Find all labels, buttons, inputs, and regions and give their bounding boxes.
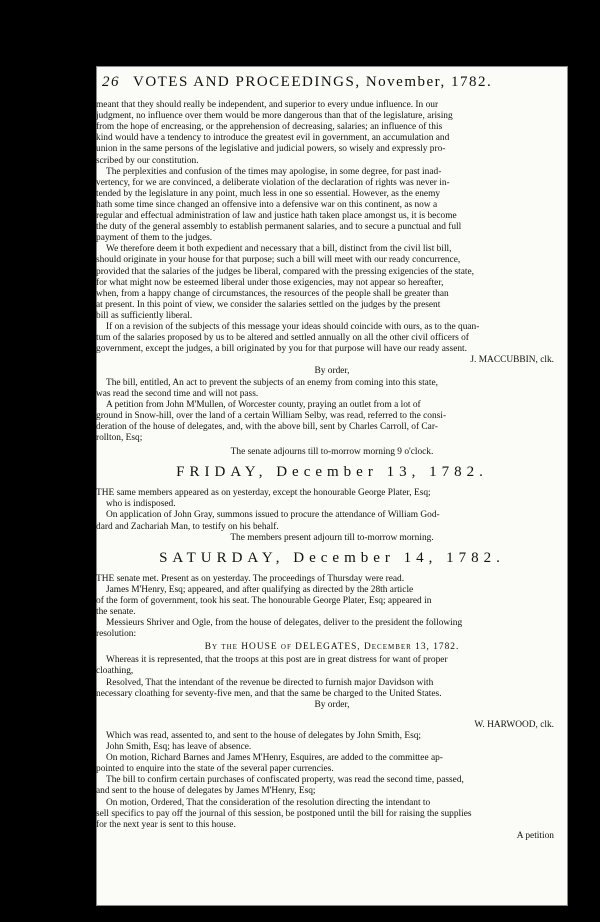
- paragraph-line: sell specifics to pay off the journal of this session, be postponed until the bill for raising the supplies: [96, 808, 472, 819]
- paragraph-line: The bill, entitled, An act to prevent the subjects of an enemy from coming into this state,: [106, 377, 438, 388]
- paragraph-line: Messieurs Shriver and Ogle, from the house of delegates, deliver to the president the following: [106, 618, 463, 629]
- paragraph-line: THE same members appeared as on yesterday, except the honourable George Plater, Esq;: [96, 488, 431, 499]
- paragraph-line: vertency, for we are convinced, a deliberate violation of the declaration of rights was never in-: [96, 177, 450, 188]
- by-order-line: By order,: [314, 366, 350, 377]
- paragraph-line: who is indisposed.: [106, 499, 176, 510]
- paragraph-line: provided that the salaries of the judges be liberal, compared with the pressing exigencies of the state,: [96, 266, 475, 277]
- paragraph-line: ground in Snow-hill, over the land of a certain William Selby, was read, referred to the consi-: [96, 410, 447, 421]
- paragraph-line: On application of John Gray, summons issued to procure the attendance of William God-: [106, 510, 440, 521]
- paragraph-line: should originate in your house for that purpose; such a bill will meet with our ready concurrence,: [96, 255, 461, 266]
- paragraph-line: resolution:: [96, 629, 137, 640]
- paragraph-line: The perplexities and confusion of the times may apologise, in some degree, for past inad-: [106, 166, 442, 177]
- page-number: 26: [102, 74, 120, 90]
- paragraph-line: judgment, no influence over them would be more dangerous than that of the legislature, arising: [96, 111, 453, 122]
- paragraph-line: tended by the legislature in any point, much less in one so essential. However, as the enemy: [96, 188, 441, 199]
- running-title: VOTES AND PROCEEDINGS, November, 1782.: [132, 74, 493, 90]
- catchword: A petition: [516, 830, 554, 841]
- paragraph-line: We therefore deem it both expedient and necessary that a bill, distinct from the civil list bill,: [106, 244, 452, 255]
- resolution-line: Whereas it is represented, that the troops at this post are in great distress for want of proper: [106, 655, 448, 666]
- page-header: [102, 74, 560, 96]
- signature-line: W. HARWOOD, clk.: [474, 719, 554, 730]
- by-order-line: By order,: [314, 699, 350, 710]
- paragraph-line: government, except the judges, a bill originated by you for that purpose will have our ready assent.: [96, 344, 467, 355]
- paragraph-line: scribed by our constitution.: [96, 155, 199, 166]
- paragraph-line: On motion, Ordered, That the consideration of the resolution directing the intendant to: [106, 797, 431, 808]
- paragraph-line: regular and effectual administration of law and justice hath taken place amongst us, it is become: [96, 211, 457, 221]
- paragraph-line: deration of the house of delegates, and, with the above bill, sent by Charles Carroll, of Car-: [96, 421, 438, 432]
- paragraph-line: for the next year is sent to this house.: [96, 819, 236, 830]
- document-page: [96, 66, 568, 906]
- paragraph-line: from the hope of encreasing, or the apprehension of decreasing, salaries; an influence of this: [96, 122, 443, 133]
- paragraph-line: pointed to enquire into the state of the several paper currencies.: [96, 764, 334, 775]
- resolution-line: necessary cloathing for seventy-five men, and that the same be charged to the United States.: [96, 688, 442, 699]
- paragraph-line: kind would have a tendency to introduce the greatest evil in government, an accumulation and: [96, 133, 450, 144]
- paragraph-line: On motion, Richard Barnes and James M'Henry, Esquires, are added to the committee ap-: [106, 753, 443, 764]
- house-of-delegates-heading: By the HOUSE of DELEGATES, December 13, 1782.: [204, 642, 460, 653]
- paragraph-line: dard and Zachariah Man, to testify on his behalf.: [96, 521, 279, 532]
- saturday-heading: SATURDAY, December 14, 1782.: [159, 549, 505, 566]
- paragraph-line: the duty of the general assembly to establish permanent salaries, and to secure a punctual and full: [96, 222, 462, 233]
- paragraph-line: The bill to confirm certain purchases of confiscated property, was read the second time, passed,: [106, 775, 464, 786]
- paragraph-line: when, from a happy change of circumstances, the resources of the people shall be greater than: [96, 288, 449, 299]
- paragraph-line: of the form of government, took his seat. The honourable George Plater, Esq; appeared in: [96, 595, 432, 606]
- resolution-line: Resolved, That the intendant of the revenue be directed to furnish major Davidson with: [106, 677, 434, 688]
- paragraph-line: the senate.: [96, 607, 136, 617]
- paragraph-line: hath some time since changed an offensive into a defensive war on this continent, as now a: [96, 199, 438, 210]
- signature-line: J. MACCUBBIN, clk.: [470, 355, 554, 366]
- paragraph-line: was read the second time and will not pass.: [96, 388, 259, 399]
- paragraph-line: rollton, Esq;: [96, 433, 143, 443]
- paragraph-line: James M'Henry, Esq; appeared, and after qualifying as directed by the 28th article: [106, 584, 414, 595]
- paragraph-line: John Smith, Esq; has leave of absence.: [106, 742, 252, 752]
- paragraph-line: A petition from John M'Mullen, of Worcester county, praying an outlet from a lot of: [106, 399, 421, 410]
- paragraph-line: at present. In this point of view, we consider the salaries settled on the judges by the present: [96, 299, 441, 310]
- paragraph-line: tum of the salaries proposed by us to be altered and settled annually on all the other civil officers of: [96, 333, 469, 344]
- paragraph-line: for what might now be esteemed liberal under those exigencies, may not appear so hereafter,: [96, 277, 444, 288]
- resolution-line: cloathing,: [96, 666, 134, 677]
- friday-heading: FRIDAY, December 13, 1782.: [176, 464, 488, 481]
- adjournment-line: The senate adjourns till to-morrow morning 9 o'clock.: [230, 447, 434, 458]
- paragraph-line: If on a revision of the subjects of this message your ideas should coincide with ours, as to the quan-: [106, 322, 480, 332]
- paragraph-line: and sent to the house of delegates by James M'Henry, Esq;: [96, 786, 316, 797]
- paragraph-line: payment of them to the judges.: [96, 233, 213, 244]
- paragraph-line: bill as sufficiently liberal.: [96, 310, 193, 321]
- paragraph-line: meant that they should really be independent, and superior to every undue influence. In our: [96, 100, 439, 110]
- adjournment-line: The members present adjourn till to-morrow morning.: [230, 532, 434, 543]
- paragraph-line: THE senate met. Present as on yesterday. The proceedings of Thursday were read.: [96, 573, 405, 584]
- paragraph-line: union in the same persons of the legislative and judicial powers, so wisely and expressly pro-: [96, 144, 446, 155]
- paragraph-line: Which was read, assented to, and sent to the house of delegates by John Smith, Esq;: [106, 730, 422, 741]
